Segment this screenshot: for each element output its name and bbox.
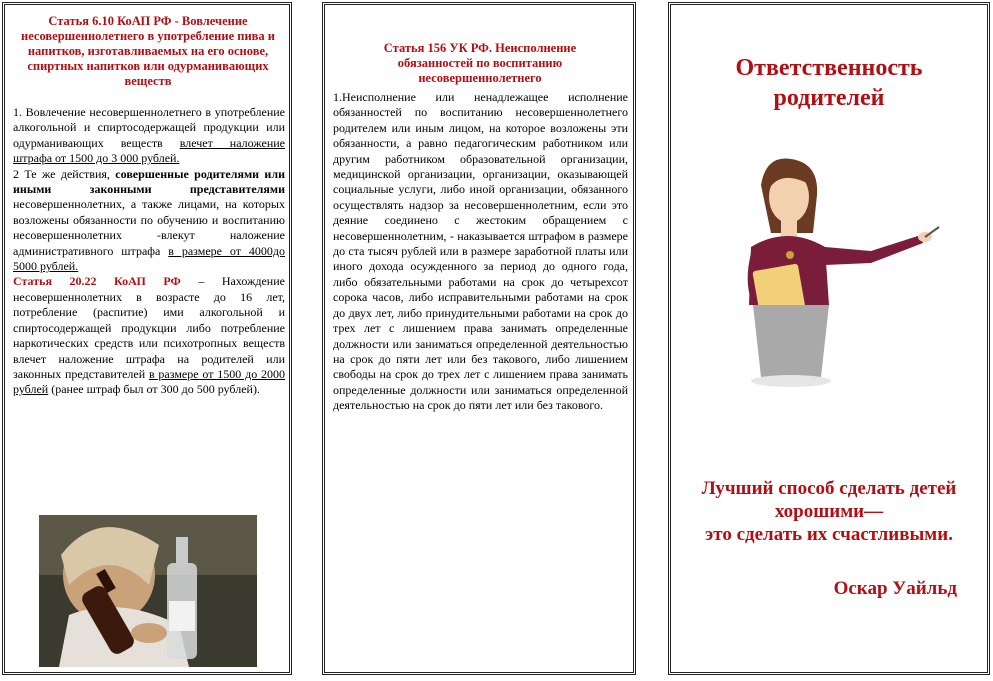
title-line-2: родителей xyxy=(773,85,885,111)
brochure-title xyxy=(671,53,987,113)
left-panel xyxy=(2,2,292,675)
quote-author: Оскар Уайльд xyxy=(833,578,957,599)
paragraph-3 xyxy=(13,274,285,397)
middle-panel xyxy=(322,2,636,675)
paragraph-2-text: 2 Те же действия, xyxy=(13,166,116,181)
wilde-quote xyxy=(671,477,987,546)
paragraph-1 xyxy=(13,105,285,167)
right-panel xyxy=(668,2,990,675)
quote-line-2: хорошими— xyxy=(774,501,884,522)
paragraph-2-bold: совершенные родителями или иными законными представителями xyxy=(13,166,285,197)
article-156-body: 1.Неисполнение или ненадлежащее исполнение обязанностей по воспитанию несовершеннолетнего родителем или иным лицом, на которое возложены эти обязанности, а равно педагогическим работником или другим работником образовательной организации, медицинской организации, организации, оказывающей социальные услуги, либо иной организации, обязанного осуществлять надзор за несовершеннолетним, если это деяние соединено с жестоким обращением с несовершеннолетним, - наказывается штрафом в размере до ста тысяч рублей или в размере заработной платы или иного дохода осужденного за период до одного года, либо обязательными работами на срок до четырехсот сорока часов, либо исправительными работами на срок до двух лет, либо принудительными работами на срок до трех лет с лишением права занимать определенные должности или заниматься определенной деятельностью на срок до пяти лет или без такового, либо лишением свободы на срок до трех лет с лишением права занимать определенные должности или заниматься определенной деятельностью на срок до пяти лет или без такового. xyxy=(333,90,628,413)
quote-line-1: Лучший способ сделать детей xyxy=(701,478,957,499)
article-20-22-title: Статья 20.22 КоАП РФ xyxy=(13,274,181,289)
paragraph-1-penalty: влечет наложение штрафа от 1500 до 3 000 рублей. xyxy=(13,135,285,166)
quote-line-3: это сделать их счастливыми. xyxy=(705,524,953,545)
paragraph-2-middle: несовершеннолетних, а также лицами, на которых возложены обязанности по обучению и воспитанию несовершеннолетних -влекут наложение административного штрафа xyxy=(13,197,285,258)
article-156-text xyxy=(333,90,628,414)
paragraph-3-penalty: в размере от 1500 до 2000 рублей xyxy=(13,366,286,397)
paragraph-2 xyxy=(13,167,285,275)
article-6-10-text xyxy=(13,105,285,398)
paragraph-3-end: (ранее штраф был от 300 до 500 рублей). xyxy=(48,382,260,397)
paragraph-1-text: 1. Вовлечение несовершеннолетнего в употребление алкогольной и спиртосодержащей продукции или одурманивающих веществ xyxy=(13,105,285,150)
teacher-illustration xyxy=(721,155,941,390)
paragraph-2-penalty: в размере от 4000до 5000 рублей. xyxy=(13,243,285,274)
child-with-bottles-photo xyxy=(39,515,257,667)
title-line-1: Ответственность xyxy=(735,55,923,81)
article-156-title: Статья 156 УК РФ. Неисполнение обязанностей по воспитанию несовершеннолетнего xyxy=(383,41,577,85)
paragraph-3-text: – Нахождение несовершеннолетних в возрасте до 16 лет, потребление (распитие) ими алкогольной и спиртосодержащей продукции либо потребление наркотических средств или психотропных веществ влечет наложение штрафа на родителей или законных представителей xyxy=(13,274,285,381)
article-6-10-title: Статья 6.10 КоАП РФ - Вовлечение несовершеннолетнего в употребление пива и напитков, изготавливаемых на его основе, спиртных напитков или одурманивающих веществ xyxy=(21,14,275,88)
